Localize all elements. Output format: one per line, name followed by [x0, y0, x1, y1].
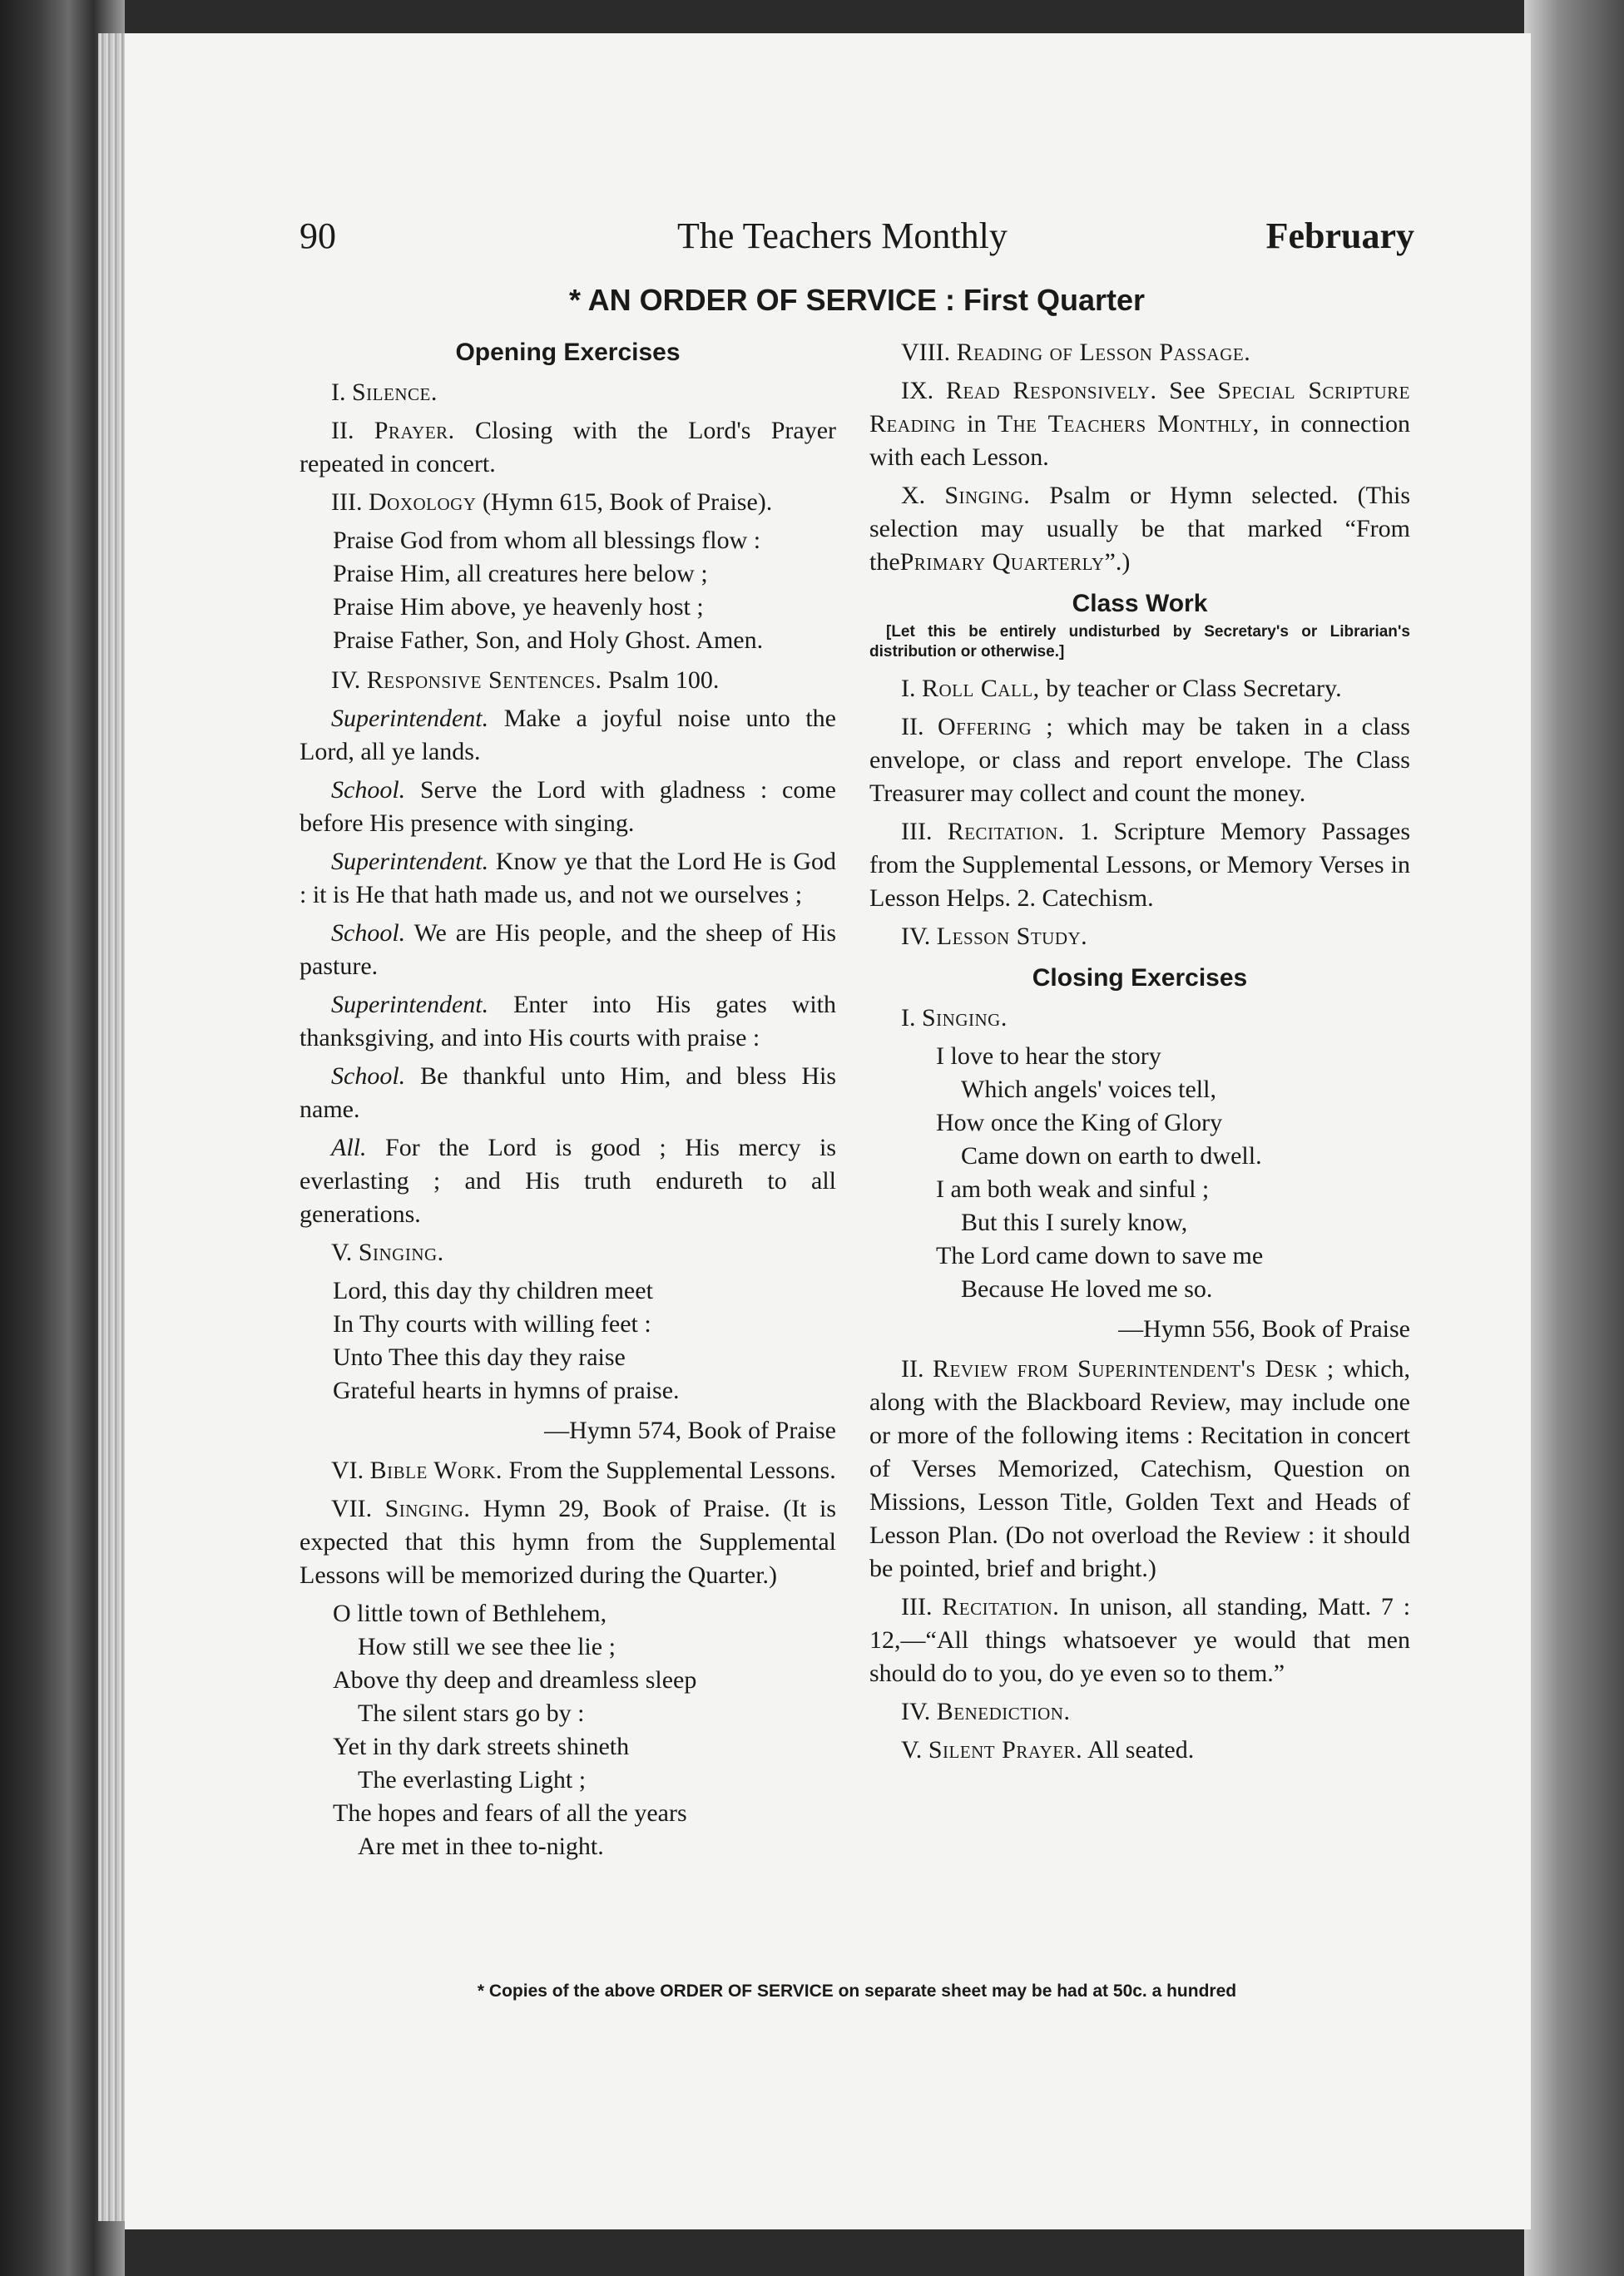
- speaker: All.: [331, 1134, 367, 1161]
- verse-line: I am both weak and sinful ;: [936, 1175, 1210, 1203]
- speaker: Superintendent.: [331, 991, 489, 1018]
- opening-exercises-heading: Opening Exercises: [455, 339, 681, 366]
- item-benediction: [869, 1695, 1410, 1729]
- response-text: We are His people, and the sheep of His pasture.: [300, 919, 836, 980]
- item-label: Responsive Sentences.: [366, 666, 602, 694]
- item-label: Recitation.: [942, 1593, 1060, 1620]
- item-number: I.: [901, 675, 916, 702]
- item-number: IV.: [901, 1698, 931, 1725]
- verse-line: Praise Him, all creatures here below ;: [333, 560, 708, 587]
- item-ref: Primary Quarterly: [899, 548, 1105, 576]
- item-label: Offering ;: [938, 713, 1054, 740]
- item-text: See: [1169, 377, 1206, 404]
- item-silence: [300, 376, 836, 409]
- running-head: [300, 215, 1414, 265]
- hymn-attribution: —Hymn 556, Book of Praise: [1118, 1315, 1410, 1343]
- response-line: [300, 988, 836, 1055]
- left-column: [300, 336, 836, 1870]
- item-text: ”.): [1104, 548, 1131, 576]
- verse-line: Praise God from whom all blessings flow :: [333, 527, 761, 554]
- response-text: Make a joyful noise unto the Lord, all ye lands.: [300, 705, 837, 765]
- response-line: [300, 1131, 836, 1231]
- verse-line: But this I surely know,: [961, 1209, 1188, 1236]
- response-text: For the Lord is good ; His mercy is everlasting ; and His truth endureth to all generations.: [300, 1134, 836, 1228]
- journal-title: The Teachers Monthly: [677, 215, 1008, 256]
- hymn-556-verse: [869, 1040, 1410, 1306]
- verse-line: The everlasting Light ;: [358, 1766, 587, 1794]
- item-text: which may be taken in a class envelope, or class and report envelope. The Class Treasurer may collect and count the money.: [869, 713, 1410, 807]
- verse-line: Came down on earth to dwell.: [961, 1142, 1262, 1170]
- item-number: II.: [331, 417, 354, 444]
- item-number: X.: [901, 482, 926, 509]
- item-label: Roll Call,: [922, 675, 1040, 702]
- verse-line: Above thy deep and dreamless sleep: [333, 1666, 697, 1694]
- response-text: Know ye that the Lord He is God : it is He that hath made us, and not we ourselves ;: [300, 848, 836, 908]
- item-number: III.: [901, 1593, 933, 1620]
- item-ref: Special Scripture Reading: [869, 377, 1411, 438]
- item-label: Lesson Study.: [936, 923, 1088, 950]
- item-text: by teacher or Class Secretary.: [1046, 675, 1342, 702]
- item-label: Prayer.: [374, 417, 455, 444]
- speaker: School.: [331, 776, 406, 804]
- response-text: Be thankful unto Him, and bless His name.: [300, 1062, 837, 1123]
- item-recitation: [869, 815, 1410, 915]
- item-label: Reading of Lesson Passage.: [956, 339, 1251, 366]
- item-text: which, along with the Blackboard Review, may include one or more of the following items : Recitation in concert of Verses Memorized, Catechism, Question on Missions, Lesson Title, Golden Text and Heads of Lesson Plan. (Do not overload the Review : it should be pointed, brief and bright.): [869, 1355, 1411, 1582]
- item-text: In unison, all standing, Matt. 7 : 12,—“All things whatsoever ye would that men should do to you, do ye even so to them.”: [869, 1593, 1411, 1687]
- item-label: Read Responsively.: [945, 377, 1157, 404]
- verse-line: Unto Thee this day they raise: [333, 1343, 626, 1371]
- item-read-responsively: [869, 374, 1410, 474]
- verse-line: In Thy courts with willing feet :: [333, 1310, 651, 1338]
- item-number: V.: [331, 1239, 353, 1266]
- hymn-29-verse: [300, 1597, 836, 1863]
- verse-line: Yet in thy dark streets shineth: [333, 1733, 630, 1760]
- item-responsive-sentences: [300, 664, 836, 697]
- footnote: * Copies of the above ORDER OF SERVICE on separate sheet may be had at 50c. a hundred: [477, 1982, 1237, 2001]
- item-label: Benediction.: [936, 1698, 1071, 1725]
- verse-line: Praise Him above, ye heavenly host ;: [333, 593, 704, 621]
- item-label: Bible Work.: [369, 1457, 503, 1484]
- item-number: IX.: [901, 377, 934, 404]
- item-number: VIII.: [901, 339, 951, 366]
- item-label: Singing.: [922, 1004, 1008, 1032]
- verse-line: O little town of Bethlehem,: [333, 1600, 607, 1627]
- speaker: School.: [331, 919, 406, 947]
- item-number: IV.: [901, 923, 931, 950]
- right-column: [869, 336, 1410, 1772]
- item-singing-x: [869, 479, 1410, 579]
- response-text: Serve the Lord with gladness : come before His presence with singing.: [300, 776, 836, 837]
- speaker: School.: [331, 1062, 406, 1090]
- response-line: [300, 917, 836, 983]
- item-text: Closing with the Lord's Prayer repeated in concert.: [300, 417, 837, 477]
- verse-line: How once the King of Glory: [936, 1109, 1223, 1136]
- verse-line: The hopes and fears of all the years: [333, 1799, 687, 1827]
- closing-exercises-heading: Closing Exercises: [1032, 964, 1248, 992]
- item-label: Singing.: [358, 1239, 444, 1266]
- item-text: Psalm 100.: [608, 666, 720, 694]
- item-number: I.: [901, 1004, 916, 1032]
- response-line: [300, 845, 836, 912]
- item-number: V.: [901, 1736, 923, 1764]
- response-line: [300, 1060, 836, 1126]
- hymn-attribution: —Hymn 574, Book of Praise: [544, 1417, 836, 1444]
- item-text: in connection with each Lesson.: [869, 410, 1410, 471]
- item-singing-i: [869, 1002, 1410, 1035]
- issue-month: February: [1265, 215, 1414, 256]
- doxology-verse: [300, 524, 836, 657]
- item-label: Recitation.: [947, 818, 1065, 845]
- item-bible-work: [300, 1454, 836, 1487]
- verse-line: Praise Father, Son, and Holy Ghost. Amen.: [333, 626, 764, 654]
- item-doxology: [300, 486, 836, 519]
- verse-line: The Lord came down to save me: [936, 1242, 1264, 1269]
- item-text: From the Supplemental Lessons.: [508, 1457, 836, 1484]
- item-recitation-iii: [869, 1591, 1410, 1690]
- item-number: III.: [901, 818, 933, 845]
- item-reading: [869, 336, 1410, 369]
- verse-line: Because He loved me so.: [961, 1275, 1213, 1303]
- page-title: * AN ORDER OF SERVICE : First Quarter: [568, 283, 1146, 317]
- response-text: Enter into His gates with thanksgiving, and into His courts with praise :: [300, 991, 836, 1051]
- item-label: Silent Prayer.: [928, 1736, 1083, 1764]
- verse-line: How still we see thee lie ;: [358, 1633, 616, 1660]
- item-number: I.: [331, 379, 346, 406]
- speaker: Superintendent.: [331, 848, 489, 875]
- verse-line: Grateful hearts in hymns of praise.: [333, 1377, 680, 1404]
- item-number: III.: [331, 488, 363, 516]
- item-lesson-study: [869, 920, 1410, 953]
- response-line: [300, 702, 836, 769]
- verse-line: Lord, this day thy children meet: [333, 1277, 653, 1304]
- class-work-note: [Let this be entirely undisturbed by Secretary's or Librarian's distribution or otherwise.]: [869, 623, 1410, 661]
- item-prayer: [300, 414, 836, 481]
- item-number: II.: [901, 1355, 924, 1383]
- item-review: [869, 1353, 1410, 1586]
- item-singing-v: [300, 1236, 836, 1269]
- book-edge-right: [1524, 0, 1624, 2276]
- class-work-heading: Class Work: [1072, 590, 1208, 617]
- item-label: Singing.: [944, 482, 1031, 509]
- item-text: in: [967, 410, 987, 438]
- item-text: Hymn 29, Book of Praise. (It is expected that this hymn from the Supplemental Lessons will be memorized during the Quarter.): [300, 1495, 837, 1589]
- response-line: [300, 774, 836, 840]
- item-number: IV.: [331, 666, 361, 694]
- verse-line: The silent stars go by :: [358, 1700, 585, 1727]
- item-label: Review from Superintendent's Desk ;: [932, 1355, 1334, 1383]
- page-number: 90: [300, 215, 336, 256]
- item-text: Psalm or Hymn selected. (This selection may usually be that marked “From the: [869, 482, 1410, 576]
- item-roll-call: [869, 672, 1410, 705]
- speaker: Superintendent.: [331, 705, 489, 732]
- item-number: VI.: [331, 1457, 364, 1484]
- verse-line: Which angels' voices tell,: [961, 1076, 1216, 1103]
- item-text: All seated.: [1087, 1736, 1195, 1764]
- item-number: VII.: [331, 1495, 373, 1522]
- item-singing-vii: [300, 1492, 836, 1592]
- hymn-574-verse: [300, 1274, 836, 1408]
- item-silent-prayer: [869, 1734, 1410, 1767]
- item-label: Singing.: [384, 1495, 471, 1522]
- item-offering: [869, 710, 1410, 810]
- item-label: Doxology: [368, 488, 477, 516]
- item-text: 1. Scripture Memory Passages from the Supplemental Lessons, or Memory Verses in Lesson Helps. 2. Catechism.: [869, 818, 1410, 912]
- item-text: (Hymn 615, Book of Praise).: [482, 488, 773, 516]
- verse-line: Are met in thee to-night.: [358, 1833, 604, 1860]
- item-label: Silence.: [352, 379, 438, 406]
- item-number: II.: [901, 713, 924, 740]
- verse-line: I love to hear the story: [936, 1042, 1161, 1070]
- item-ref: The Teachers Monthly,: [997, 410, 1260, 438]
